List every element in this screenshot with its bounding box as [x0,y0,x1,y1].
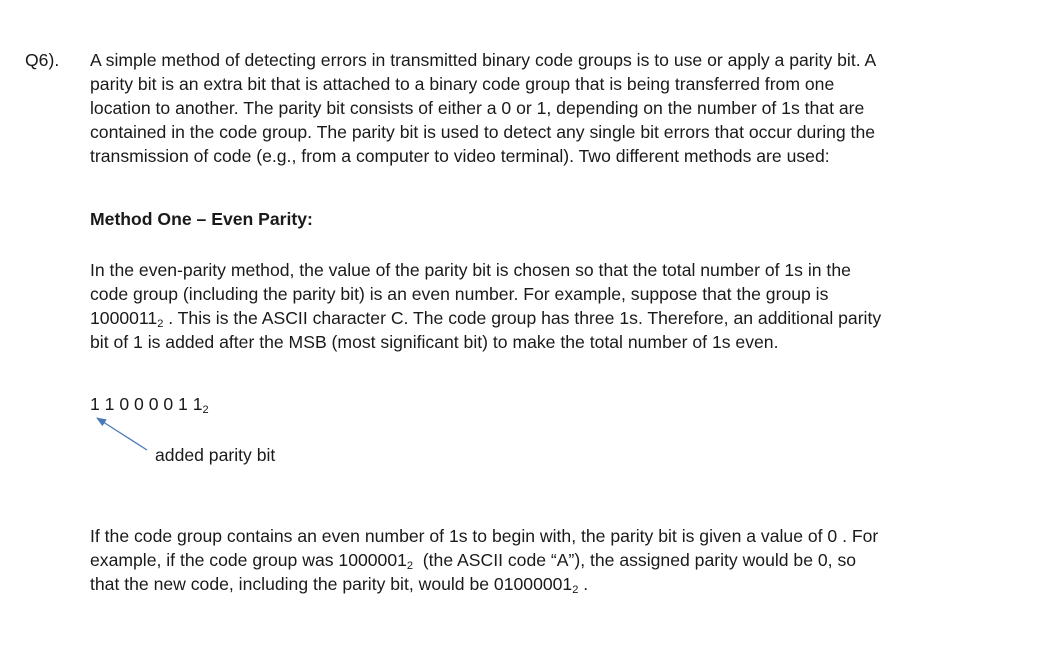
binary-value: 1000011 [90,308,158,328]
intro-line: location to another. The parity bit consists of either a 0 or 1, depending on the number of 1s that are [90,98,865,118]
base-subscript: 2 [406,560,414,572]
question-number: Q6). [25,50,60,70]
arrow-label: added parity bit [155,445,276,465]
final-paragraph [90,524,1030,596]
example-code [90,392,209,416]
base-subscript: 2 [157,318,164,330]
base-subscript: 2 [572,584,579,596]
method-line: bit of 1 is added after the MSB (most significant bit) to make the total number of 1s even. [90,332,779,352]
method-paragraph [90,258,1030,354]
example-code-value: 1 1 0 0 0 0 1 1 [90,394,203,414]
intro-paragraph [90,48,1030,168]
final-line-text: . [578,574,589,594]
final-line-text: example, if the code group was 1000001 [90,550,407,570]
final-line-text: (the ASCII code “A”), the assigned parity would be 0, so [413,550,857,570]
method-line [90,306,1030,330]
method-line: code group (including the parity bit) is an even number. For example, suppose that the group is [90,284,829,304]
method-line: In the even-parity method, the value of the parity bit is chosen so that the total number of 1s in the [90,260,851,280]
method-heading: Method One – Even Parity: [90,209,313,229]
final-line-text: that the new code, including the parity bit, would be 01000001 [90,574,573,594]
final-line [90,572,1030,596]
intro-line: parity bit is an extra bit that is attached to a binary code group that is being transferred from one [90,74,835,94]
intro-line: A simple method of detecting errors in transmitted binary code groups is to use or apply a parity bit. A [90,50,877,70]
final-line [90,548,1030,572]
base-subscript: 2 [202,404,209,416]
method-line-text: . This is the ASCII character C. The code group has three 1s. Therefore, an additional parity [163,308,882,328]
final-line: If the code group contains an even number of 1s to begin with, the parity bit is given a value of 0 . For [90,526,879,546]
intro-line: transmission of code (e.g., from a computer to video terminal). Two different methods are used: [90,146,830,166]
intro-line: contained in the code group. The parity bit is used to detect any single bit errors that occur during the [90,122,876,142]
